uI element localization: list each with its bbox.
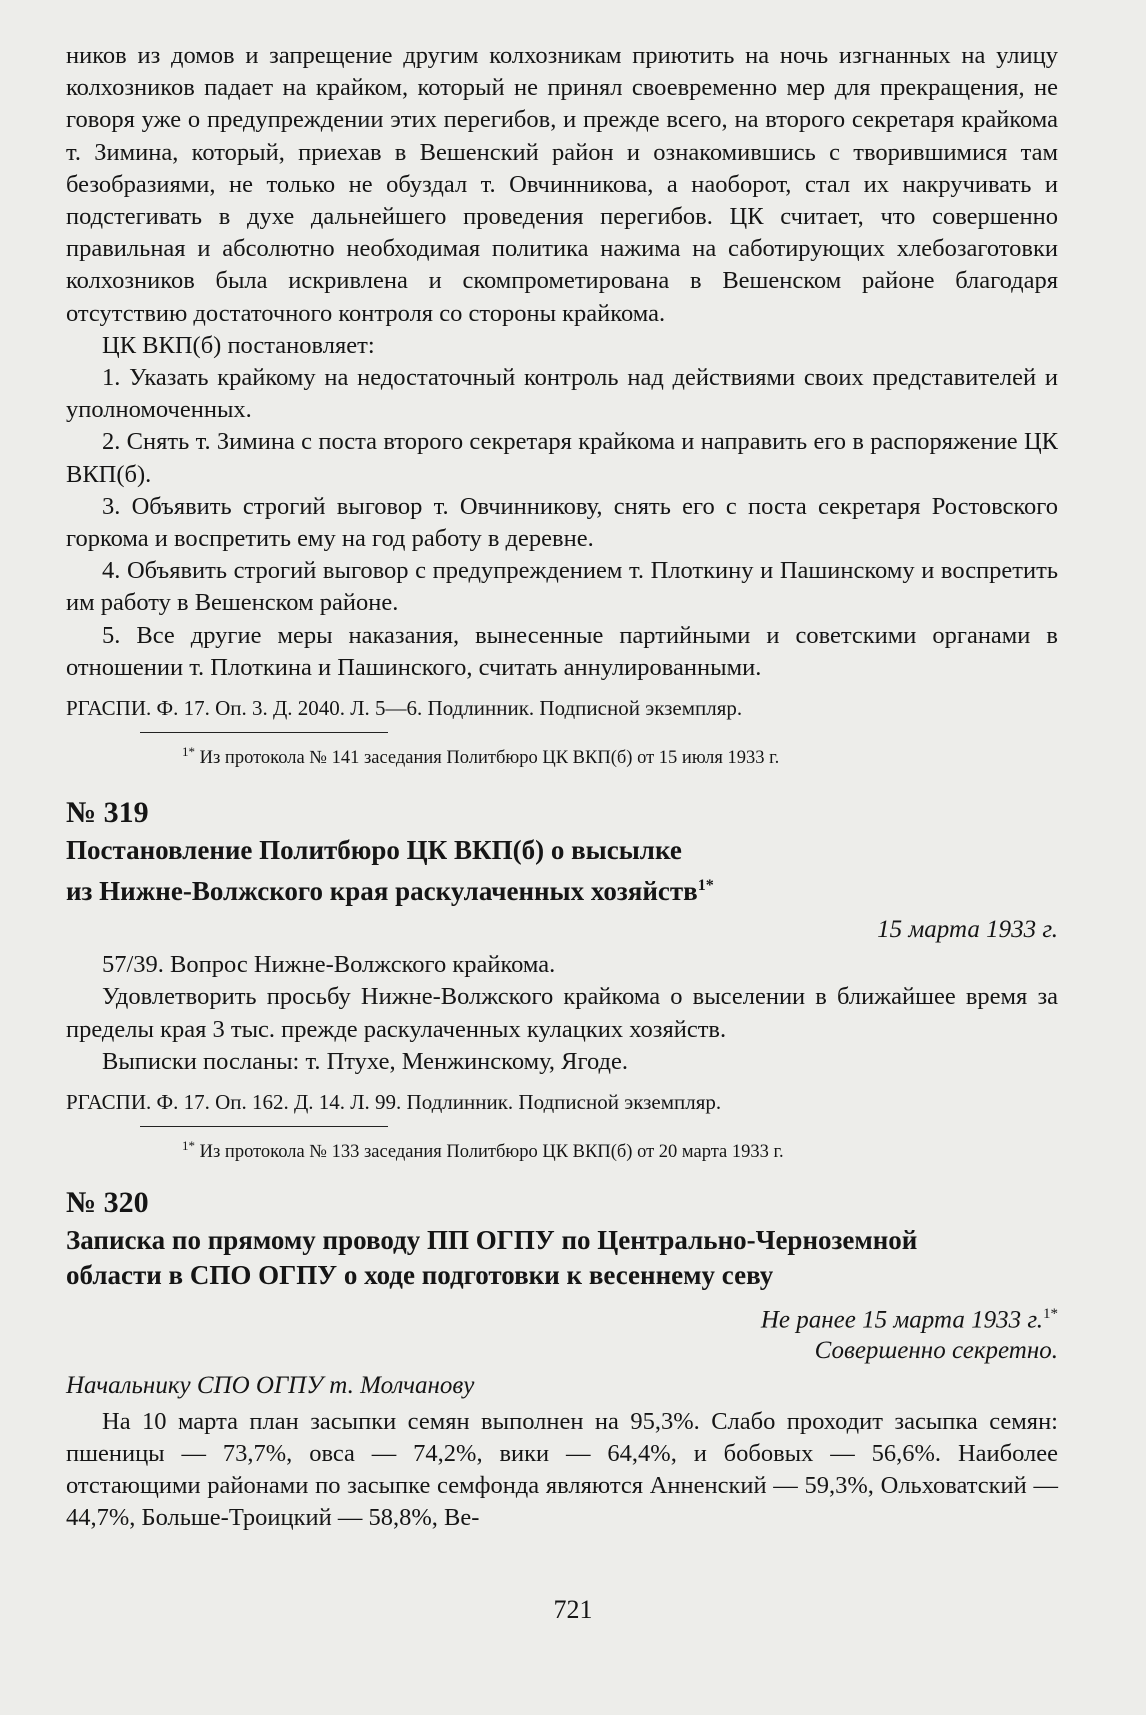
resolution-item-1: 1. Указать крайкому на недостаточный контроль над действиями своих представителей и уполномоченных. bbox=[66, 364, 1058, 424]
resolves-line: ЦК ВКП(б) постановляет: bbox=[102, 331, 375, 359]
footnote-rule-1 bbox=[140, 732, 388, 733]
doc-319-paragraph-3: Выписки посланы: т. Птухе, Менжинскому, Ягоде. bbox=[102, 1047, 628, 1075]
footnote-2-text: Из протокола № 133 заседания Политбюро ЦК ВКП(б) от 20 марта 1933 г. bbox=[199, 1142, 784, 1163]
doc-320-addressee: Начальнику СПО ОГПУ т. Молчанову bbox=[66, 1371, 475, 1399]
resolution-item-2: 2. Снять т. Зимина с поста второго секретаря крайкома и направить его в распоряжение ЦК ВКП(б). bbox=[66, 428, 1058, 488]
doc-320-title bbox=[66, 1223, 1058, 1293]
doc-319-title bbox=[66, 833, 1058, 909]
doc-320-date-marker: 1* bbox=[1043, 1306, 1058, 1323]
resolution-item-5: 5. Все другие меры наказания, вынесенные партийными и советскими органами в отношении т. Плоткина и Пашинского, считать аннулированными. bbox=[66, 621, 1058, 681]
footnote-2-marker: 1* bbox=[182, 1138, 195, 1154]
footnote-1-marker: 1* bbox=[182, 744, 195, 760]
doc-319-date: 15 марта 1933 г. bbox=[877, 916, 1058, 944]
footnote-1-text: Из протокола № 141 заседания Политбюро ЦК ВКП(б) от 15 июля 1933 г. bbox=[199, 748, 780, 769]
doc-320-paragraph: На 10 марта план засыпки семян выполнен на 95,3%. Слабо проходит засыпка семян: пшеницы — 73,7%, овса — 74,2%, вики — 64,4%, и бобовых — 56,6%. Наиболее отстающими районами по засыпке семфонда являются Анненский — 59,3%, Ольховатский — 44,7%, Больше-Троицкий — 58,8%, Ве- bbox=[66, 1407, 1058, 1532]
footnote-1 bbox=[66, 739, 1058, 771]
doc-319-title-marker: 1* bbox=[697, 877, 714, 895]
continuation-paragraph: ников из домов и запрещение другим колхозникам приютить на ночь изгнанных на улицу колхозников падает на крайком, который не принял своевременно мер для прекращения, не говоря уже о предупреждении этих перегибов, и прежде всего, на второго секретаря крайкома т. Зимина, который, приехав в Вешенский район и ознакомившись с творившимися там безобразиями, не только не обуздал т. Овчинникова, а наоборот, стал их накручивать и подстегивать в духе дальнейшего проведения перегибов. ЦК считает, что совершенно правильная и абсолютно необходимая политика нажима на саботирующих хлебозаготовки колхозников была искривлена и скомпрометирована в Вешенском районе благодаря отсутствию достаточного контроля со стороны крайкома. bbox=[66, 42, 1058, 327]
archive-source-1: РГАСПИ. Ф. 17. Оп. 3. Д. 2040. Л. 5—6. Подлинник. Подписной экземпляр. bbox=[66, 696, 743, 721]
page-number: 721 bbox=[553, 1595, 593, 1624]
footnote-2 bbox=[66, 1133, 1058, 1165]
doc-320-title-line2: области в СПО ОГПУ о ходе подготовки к весеннему севу bbox=[66, 1260, 774, 1291]
archive-source-2: РГАСПИ. Ф. 17. Оп. 162. Д. 14. Л. 99. Подлинник. Подписной экземпляр. bbox=[66, 1090, 722, 1115]
resolution-item-3: 3. Объявить строгий выговор т. Овчинникову, снять его с поста секретаря Ростовского горкома и воспретить ему на год работу в деревне. bbox=[66, 492, 1058, 553]
footnote-rule-2 bbox=[140, 1126, 388, 1127]
doc-320-title-line1: Записка по прямому проводу ПП ОГПУ по Центрально-Черноземной bbox=[66, 1225, 918, 1256]
doc-320-date bbox=[66, 1299, 1058, 1335]
doc-319-paragraph-1: 57/39. Вопрос Нижне-Волжского крайкома. bbox=[102, 951, 556, 979]
resolution-item-4: 4. Объявить строгий выговор с предупреждением т. Плоткину и Пашинскому и воспретить им работу в Вешенском районе. bbox=[66, 557, 1058, 617]
doc-320-number: № 320 bbox=[66, 1186, 149, 1220]
doc-320-classification: Совершенно секретно. bbox=[814, 1336, 1058, 1364]
doc-319-paragraph-2: Удовлетворить просьбу Нижне-Волжского крайкома о выселении в ближайшее время за пределы края 3 тыс. прежде раскулаченных кулацких хозяйств. bbox=[66, 983, 1058, 1043]
doc-319-title-line2: из Нижне-Волжского края раскулаченных хозяйств bbox=[66, 876, 698, 907]
doc-319-title-line1: Постановление Политбюро ЦК ВКП(б) о высылке bbox=[66, 835, 682, 866]
doc-319-number: № 319 bbox=[66, 796, 149, 830]
doc-320-date-text: Не ранее 15 марта 1933 г. bbox=[760, 1306, 1043, 1334]
